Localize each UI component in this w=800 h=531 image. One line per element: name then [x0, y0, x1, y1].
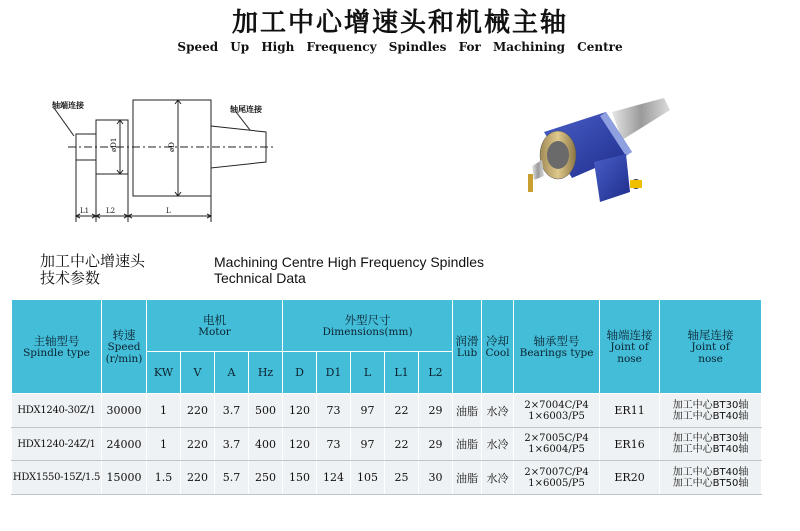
page-title: 加工中心增速头和机械主轴 — [231, 8, 568, 38]
cell-v: 220 — [181, 428, 215, 461]
header-dims-cn: 外型尺寸 — [344, 312, 391, 327]
dim-l-label: L — [166, 207, 171, 215]
cell-speed: 24000 — [102, 428, 147, 461]
cell-tail-1: 加工中心BT30轴 — [672, 399, 749, 411]
cell-cool: 水冷 — [482, 461, 514, 495]
cell-bearing-2: 1×6004/P5 — [528, 444, 585, 455]
header-model — [12, 300, 102, 394]
cell-d1: 73 — [317, 394, 351, 428]
header-joint — [600, 300, 660, 394]
cell-tail — [660, 461, 762, 495]
cell-tail-2: 加工中心BT40轴 — [672, 410, 749, 422]
cell-v: 220 — [181, 394, 215, 428]
subtitle-cn-line2: 技术参数 — [40, 269, 101, 287]
dim-l1-label: L1 — [80, 207, 90, 215]
header-speed — [102, 300, 147, 394]
header-bearing-cn: 轴承型号 — [533, 333, 580, 348]
header-cool-en: Cool — [485, 346, 510, 359]
cell-bearing-1: 2×7007C/P4 — [524, 466, 589, 478]
cell-speed: 15000 — [102, 461, 147, 495]
cell-l: 97 — [351, 394, 385, 428]
cell-tail-2: 加工中心BT40轴 — [672, 444, 749, 455]
cell-kw: 1 — [147, 428, 181, 461]
subheader-kw: KW — [147, 352, 181, 394]
cell-l2: 29 — [419, 428, 453, 461]
cell-bearing-1: 2×7005C/P4 — [524, 433, 589, 444]
header-bearing — [514, 300, 600, 394]
cell-v: 220 — [181, 461, 215, 495]
cell-bearing — [514, 428, 600, 461]
header-lub-en: Lub — [456, 346, 478, 359]
cell-model: HDX1240-24Z/1 — [12, 428, 102, 461]
cell-hz: 250 — [249, 461, 283, 495]
header-dims-en: Dimensions(mm) — [322, 325, 413, 338]
cell-model: HDX1240-30Z/1 — [12, 394, 102, 428]
header-motor-cn: 电机 — [203, 312, 226, 327]
cell-tail — [660, 394, 762, 428]
table-row — [12, 394, 762, 428]
table-row — [12, 461, 762, 495]
subheader-d1: D1 — [317, 352, 351, 394]
subheader-l1: L1 — [385, 352, 419, 394]
header-lub — [453, 300, 482, 394]
technical-data-title-en — [214, 254, 484, 286]
cell-bearing-2: 1×6003/P5 — [528, 410, 585, 422]
header-joint-cn: 轴端连接 — [606, 327, 653, 342]
header-lub-cn: 润滑 — [455, 333, 479, 348]
dim-d-label: øD — [168, 142, 176, 152]
cell-bearing-2: 1×6005/P5 — [528, 477, 585, 489]
cell-joint: ER20 — [600, 461, 660, 495]
technical-data-title-cn — [40, 253, 145, 287]
cell-d: 120 — [283, 428, 317, 461]
header-tail-cn: 轴尾连接 — [687, 327, 734, 342]
cell-hz: 400 — [249, 428, 283, 461]
header-bearing-en: Bearings type — [519, 346, 594, 359]
cell-l1: 22 — [385, 394, 419, 428]
cell-l: 105 — [351, 461, 385, 495]
header-joint-en1: Joint of — [610, 340, 649, 353]
cell-a: 3.7 — [215, 394, 249, 428]
cell-d: 150 — [283, 461, 317, 495]
cell-a: 5.7 — [215, 461, 249, 495]
subheader-hz: Hz — [249, 352, 283, 394]
subheader-v: V — [181, 352, 215, 394]
spec-table — [11, 299, 762, 495]
header-cool-cn: 冷却 — [486, 333, 510, 348]
label-shaft-tail: 轴尾连接 — [230, 105, 262, 114]
cell-tail-2: 加工中心BT50轴 — [672, 477, 749, 489]
subheader-l: L — [351, 352, 385, 394]
cell-lub: 油脂 — [453, 428, 482, 461]
dim-d1-label: øD1 — [110, 137, 118, 152]
product-photo — [514, 92, 674, 218]
header-motor — [147, 300, 283, 352]
cell-kw: 1.5 — [147, 461, 181, 495]
cell-speed: 30000 — [102, 394, 147, 428]
subtitle-cn-line1: 加工中心增速头 — [40, 252, 146, 270]
header-speed-en: Speed — [107, 340, 141, 353]
header-cool — [482, 300, 514, 394]
cell-bearing — [514, 461, 600, 495]
subheader-a: A — [215, 352, 249, 394]
subheader-l2: L2 — [419, 352, 453, 394]
cell-joint: ER16 — [600, 428, 660, 461]
header-joint-en2: nose — [617, 352, 642, 365]
label-shaft-end: 轴端连接 — [52, 101, 84, 110]
subheader-d: D — [283, 352, 317, 394]
cell-d: 120 — [283, 394, 317, 428]
header-row — [12, 300, 762, 352]
header-tail-en1: Joint of — [691, 340, 730, 353]
cell-tail-1: 加工中心BT30轴 — [672, 433, 749, 444]
cell-model: HDX1550-15Z/1.5 — [12, 461, 102, 495]
table-row — [12, 428, 762, 461]
cell-l2: 30 — [419, 461, 453, 495]
page-subtitle: Speed Up High Frequency Spindles For Machining Centre — [177, 40, 623, 54]
cell-cool: 水冷 — [482, 394, 514, 428]
cell-a: 3.7 — [215, 428, 249, 461]
cell-bearing-1: 2×7004C/P4 — [524, 399, 589, 411]
header-speed-cn: 转速 — [112, 327, 136, 342]
cell-d1: 124 — [317, 461, 351, 495]
cell-l1: 25 — [385, 461, 419, 495]
header-tail-en2: nose — [698, 352, 723, 365]
cell-joint: ER11 — [600, 394, 660, 428]
cell-kw: 1 — [147, 394, 181, 428]
cell-hz: 500 — [249, 394, 283, 428]
cell-tail-1: 加工中心BT40轴 — [672, 466, 749, 478]
header-model-cn: 主轴型号 — [33, 333, 80, 348]
cell-tail — [660, 428, 762, 461]
header-tail — [660, 300, 762, 394]
header-model-en: Spindle type — [23, 346, 90, 359]
subtitle-en-line1: Machining Centre High Frequency Spindles — [214, 254, 485, 270]
header-dimensions — [283, 300, 453, 352]
cell-lub: 油脂 — [453, 394, 482, 428]
subtitle-en-line2: Technical Data — [214, 270, 306, 286]
cell-l: 97 — [351, 428, 385, 461]
spindle-drawing — [40, 86, 280, 226]
cell-l1: 22 — [385, 428, 419, 461]
cell-lub: 油脂 — [453, 461, 482, 495]
header-speed-unit: (r/min) — [105, 352, 143, 365]
header-motor-en: Motor — [198, 325, 231, 338]
cell-l2: 29 — [419, 394, 453, 428]
cell-cool: 水冷 — [482, 428, 514, 461]
cell-d1: 73 — [317, 428, 351, 461]
cell-bearing — [514, 394, 600, 428]
dim-l2-label: L2 — [106, 207, 116, 215]
